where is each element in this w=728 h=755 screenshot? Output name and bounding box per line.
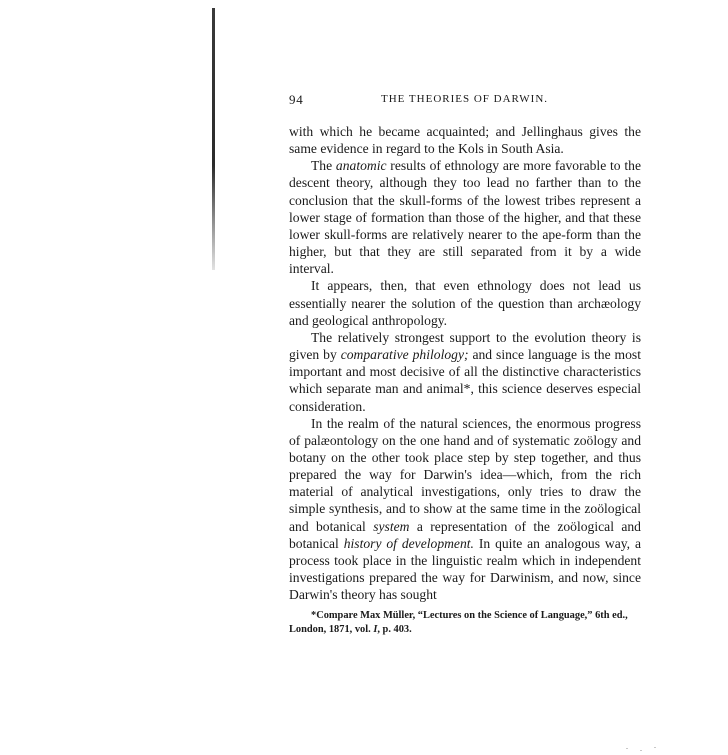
paragraph-4-start: The relatively strongest support to the evolution theory is given by bbox=[289, 329, 641, 363]
body-text bbox=[289, 123, 641, 603]
paragraph-2 bbox=[289, 157, 641, 277]
book-page bbox=[289, 92, 641, 637]
paragraph-1: with which he became acquainted; and Jellinghaus gives the same evidence in regard to the Kols in South Asia. bbox=[289, 124, 641, 157]
running-title: THE THEORIES OF DARWIN. bbox=[381, 93, 549, 105]
footnote-text-end: , p. 403. bbox=[377, 624, 412, 636]
paragraph-4 bbox=[289, 329, 641, 415]
binding-edge-shadow bbox=[212, 8, 215, 270]
running-head bbox=[289, 92, 641, 112]
paragraph-5-part-1: In the realm of the natural sciences, the enormous progress of palæontology on the one hand and of systematic zoölogy and botany on the other took place step by step together, and thus prepared the way for Darwin's idea—which, from the rich material of analytical investigations, only tries to draw the simple synthesis, and to show at the same time in the zoölogical and botanical bbox=[289, 415, 641, 534]
paragraph-5-part-3: In quite an analogous way, a process took place in the linguistic realm which in independent investigations prepared the way for Darwinism, and now, since Darwin's theory has sought bbox=[289, 535, 641, 603]
footnote-volume: I bbox=[373, 624, 378, 636]
page-number: 94 bbox=[289, 92, 304, 107]
paragraph-4-emphasis: comparative philology; bbox=[340, 347, 469, 363]
paragraph-5-emphasis-2: history of development. bbox=[343, 535, 474, 551]
paragraph-5-emphasis-1: system bbox=[373, 518, 410, 534]
footnote bbox=[289, 609, 641, 637]
scan-speck bbox=[640, 750, 642, 751]
paragraph-3: It appears, then, that even ethnology does not lead us essentially nearer the solution of the question than archæology and geological anthropology. bbox=[289, 278, 641, 328]
paragraph-2-rest: results of ethnology are more favorable to the descent theory, although they too lead no farther than to the conclusion that the skull-forms of the lowest tribes represent a lower stage of formation than those of the higher, and that these lower skull-forms are relatively nearer to the ape-form than the higher, but that they are still separated from it by a wide interval. bbox=[289, 158, 641, 277]
scan-speck bbox=[654, 747, 656, 748]
footnote-text-start: *Compare Max Müller, “Lectures on the Science of Language,” 6th ed., London, 1871, vol. bbox=[289, 610, 628, 636]
paragraph-2-start: The bbox=[311, 158, 336, 174]
paragraph-5 bbox=[289, 415, 641, 604]
paragraph-5-part-2: a representation of the zoölogical and botanical bbox=[289, 518, 641, 551]
scan-speck bbox=[626, 748, 628, 749]
paragraph-2-emphasis: anatomic bbox=[335, 158, 387, 174]
paragraph-4-rest: and since language is the most important and most decisive of all the distinctive characteristics which separate man and animal*, this science deserves especial consideration. bbox=[289, 347, 641, 414]
